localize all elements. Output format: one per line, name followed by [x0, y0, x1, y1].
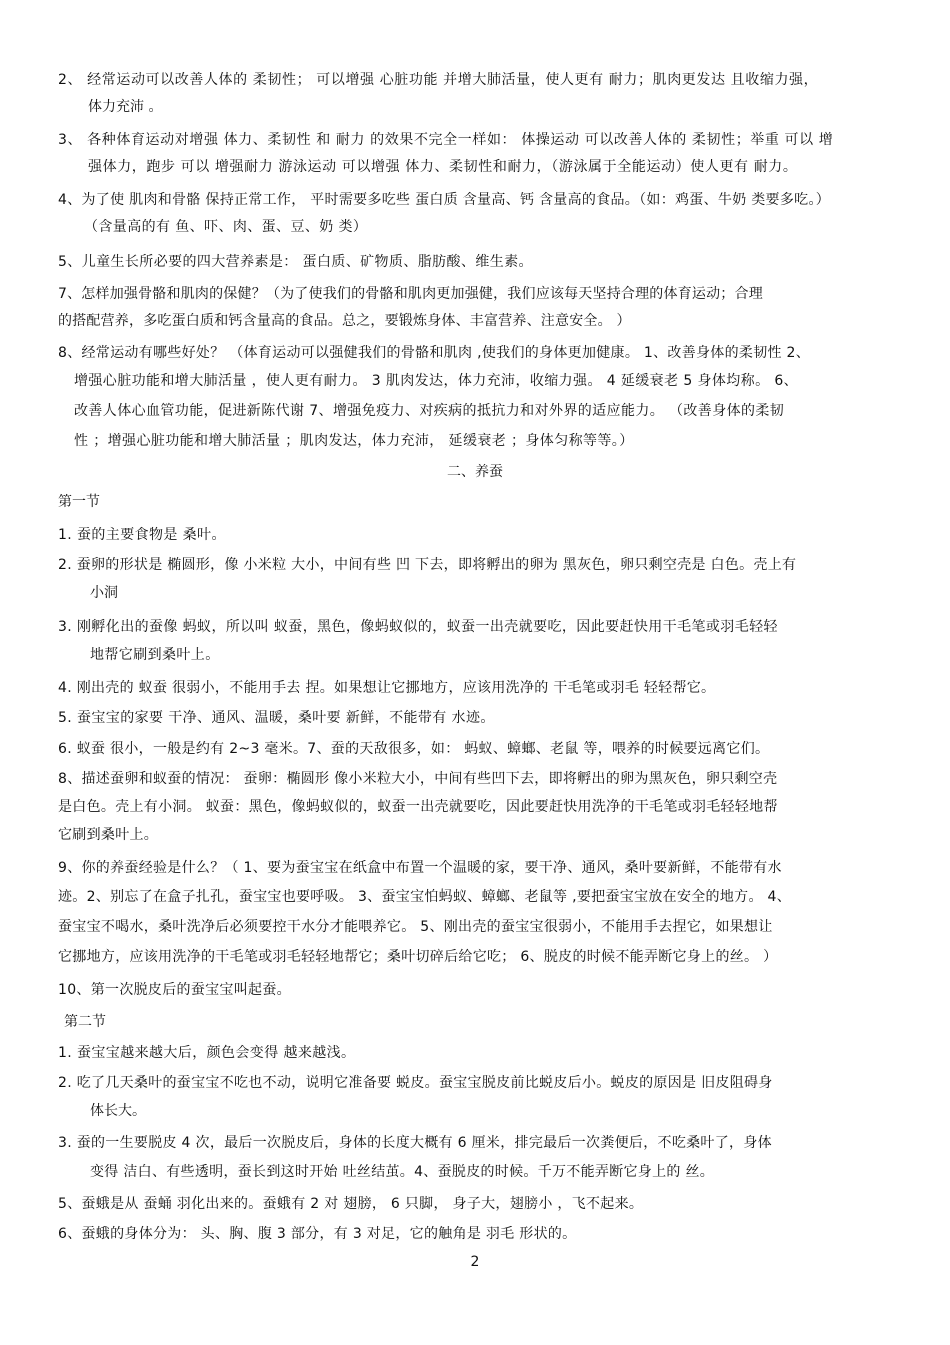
section-heading: 二、养蚕 — [447, 464, 503, 480]
text-line: 第一节 — [58, 494, 100, 510]
text-line: 蚕宝宝不喝水，桑叶洗净后必须要控干水分才能喂养它。 5、刚出壳的蚕宝宝很弱小，不能用手去捏它，如果想让 — [58, 919, 773, 935]
text-line: 10、第一次脱皮后的蚕宝宝叫起蚕。 — [58, 982, 291, 998]
text-line: 3. 刚孵化出的蚕像 蚂蚁，所以叫 蚁蚕，黑色，像蚂蚁似的，蚁蚕一出壳就要吃，因此要赶快用干毛笔或羽毛轻轻 — [58, 619, 778, 635]
text-line: 2. 蚕卵的形状是 椭圆形，像 小米粒 大小，中间有些 凹 下去，即将孵出的卵为 黑灰色，卵只剩空壳是 白色。壳上有 — [58, 557, 797, 573]
text-line: 6、蚕蛾的身体分为： 头、胸、腹 3 部分，有 3 对足，它的触角是 羽毛 形状的。 — [58, 1226, 577, 1242]
text-line: 1. 蚕的主要食物是 桑叶。 — [58, 527, 226, 543]
text-line: 1. 蚕宝宝越来越大后，颜色会变得 越来越浅。 — [58, 1045, 356, 1061]
text-line: （含量高的有 鱼、吓、肉、蛋、豆、奶 类） — [84, 219, 368, 235]
text-line: 它挪地方，应该用洗净的干毛笔或羽毛轻轻地帮它；桑叶切碎后给它吃； 6、脱皮的时候不能弄断它身上的丝。 ） — [58, 949, 778, 965]
text-line: 体长大。 — [90, 1103, 146, 1119]
text-line: 4、为了使 肌肉和骨骼 保持正常工作， 平时需要多吃些 蛋白质 含量高、钙 含量高的食品。（如：鸡蛋、牛奶 类要多吃。） — [58, 192, 831, 208]
text-line: 迹。2、别忘了在盒子扎孔，蚕宝宝也要呼吸。 3、蚕宝宝怕蚂蚁、蟑螂、老鼠等 ,要把蚕宝宝放在安全的地方。 4、 — [58, 889, 792, 905]
text-line: 6. 蚁蚕 很小，一般是约有 2~3 毫米。7、蚕的天敌很多，如： 蚂蚁、蟑螂、老鼠 等，喂养的时候要远离它们。 — [58, 741, 770, 757]
text-line: 是白色。壳上有小洞。 蚁蚕：黑色，像蚂蚁似的，蚁蚕一出壳就要吃，因此要赶快用洗净的干毛笔或羽毛轻轻地帮 — [58, 799, 778, 815]
text-line: 增强心脏功能和增大肺活量 ，使人更有耐力。 3 肌肉发达，体力充沛，收缩力强。 4 延缓衰老 5 身体均称。 6、 — [74, 373, 799, 389]
text-line: 4. 刚出壳的 蚁蚕 很弱小，不能用手去 捏。如果想让它挪地方，应该用洗净的 干毛笔或羽毛 轻轻帮它。 — [58, 680, 716, 696]
text-line: 9、你的养蚕经验是什么？（ 1、要为蚕宝宝在纸盒中布置一个温暖的家，要干净、通风，桑叶要新鲜，不能带有水 — [58, 860, 782, 876]
text-line: 改善人体心血管功能，促进新陈代谢 7、增强免疫力、对疾病的抵抗力和对外界的适应能力。 （改善身体的柔韧 — [74, 403, 785, 419]
text-line: 3、 各种体育运动对增强 体力、柔韧性 和 耐力 的效果不完全一样如： 体操运动 可以改善人体的 柔韧性；举重 可以 增 — [58, 132, 834, 148]
text-line: 强体力，跑步 可以 增强耐力 游泳运动 可以增强 体力、柔韧性和耐力，（游泳属于全能运动）使人更有 耐力。 — [88, 159, 798, 175]
text-line: 2. 吃了几天桑叶的蚕宝宝不吃也不动，说明它准备要 蜕皮。蚕宝宝脱皮前比蜕皮后小。蜕皮的原因是 旧皮阻碍身 — [58, 1075, 773, 1091]
text-line: 它刷到桑叶上。 — [58, 827, 159, 843]
text-line: 5、儿童生长所必要的四大营养素是： 蛋白质、矿物质、脂肪酸、维生素。 — [58, 254, 533, 270]
text-line: 3. 蚕的一生要脱皮 4 次，最后一次脱皮后，身体的长度大概有 6 厘米，排完最后一次粪便后，不吃桑叶了，身体 — [58, 1135, 772, 1151]
text-line: 第二节 — [64, 1014, 106, 1030]
page-number: 2 — [470, 1254, 480, 1270]
text-line: 小洞 — [90, 585, 118, 601]
text-line: 变得 洁白、有些透明，蚕长到这时开始 吐丝结茧。4、蚕脱皮的时候。千万不能弄断它身上的 丝。 — [90, 1164, 715, 1180]
text-line: 地帮它刷到桑叶上。 — [90, 647, 220, 663]
text-line: 的搭配营养，多吃蛋白质和钙含量高的食品。总之，要锻炼身体、丰富营养、注意安全。 ） — [58, 313, 631, 329]
text-line: 2、 经常运动可以改善人体的 柔韧性； 可以增强 心脏功能 并增大肺活量，使人更有 耐力；肌肉更发达 且收缩力强， — [58, 72, 819, 88]
text-line: 体力充沛 。 — [88, 99, 163, 115]
text-line: 5、蚕蛾是从 蚕蛹 羽化出来的。蚕蛾有 2 对 翅膀， 6 只脚， 身子大，翅膀小 ，飞不起来。 — [58, 1196, 644, 1212]
text-line: 7、怎样加强骨骼和肌肉的保健？（为了使我们的骨骼和肌肉更加强健，我们应该每天坚持合理的体育运动；合理 — [58, 286, 763, 302]
text-line: 性 ；增强心脏功能和增大肺活量 ；肌肉发达，体力充沛， 延缓衰老 ；身体匀称等等。） — [74, 433, 634, 449]
text-line: 5. 蚕宝宝的家要 干净、通风、温暖，桑叶要 新鲜，不能带有 水迹。 — [58, 710, 495, 726]
text-line: 8、描述蚕卵和蚁蚕的情况： 蚕卵：椭圆形 像小米粒大小，中间有些凹下去，即将孵出的卵为黑灰色，卵只剩空壳 — [58, 771, 778, 787]
text-line: 8、经常运动有哪些好处？ （体育运动可以强健我们的骨骼和肌肉 ,使我们的身体更加健康。 1、改善身体的柔韧性 2、 — [58, 345, 811, 361]
